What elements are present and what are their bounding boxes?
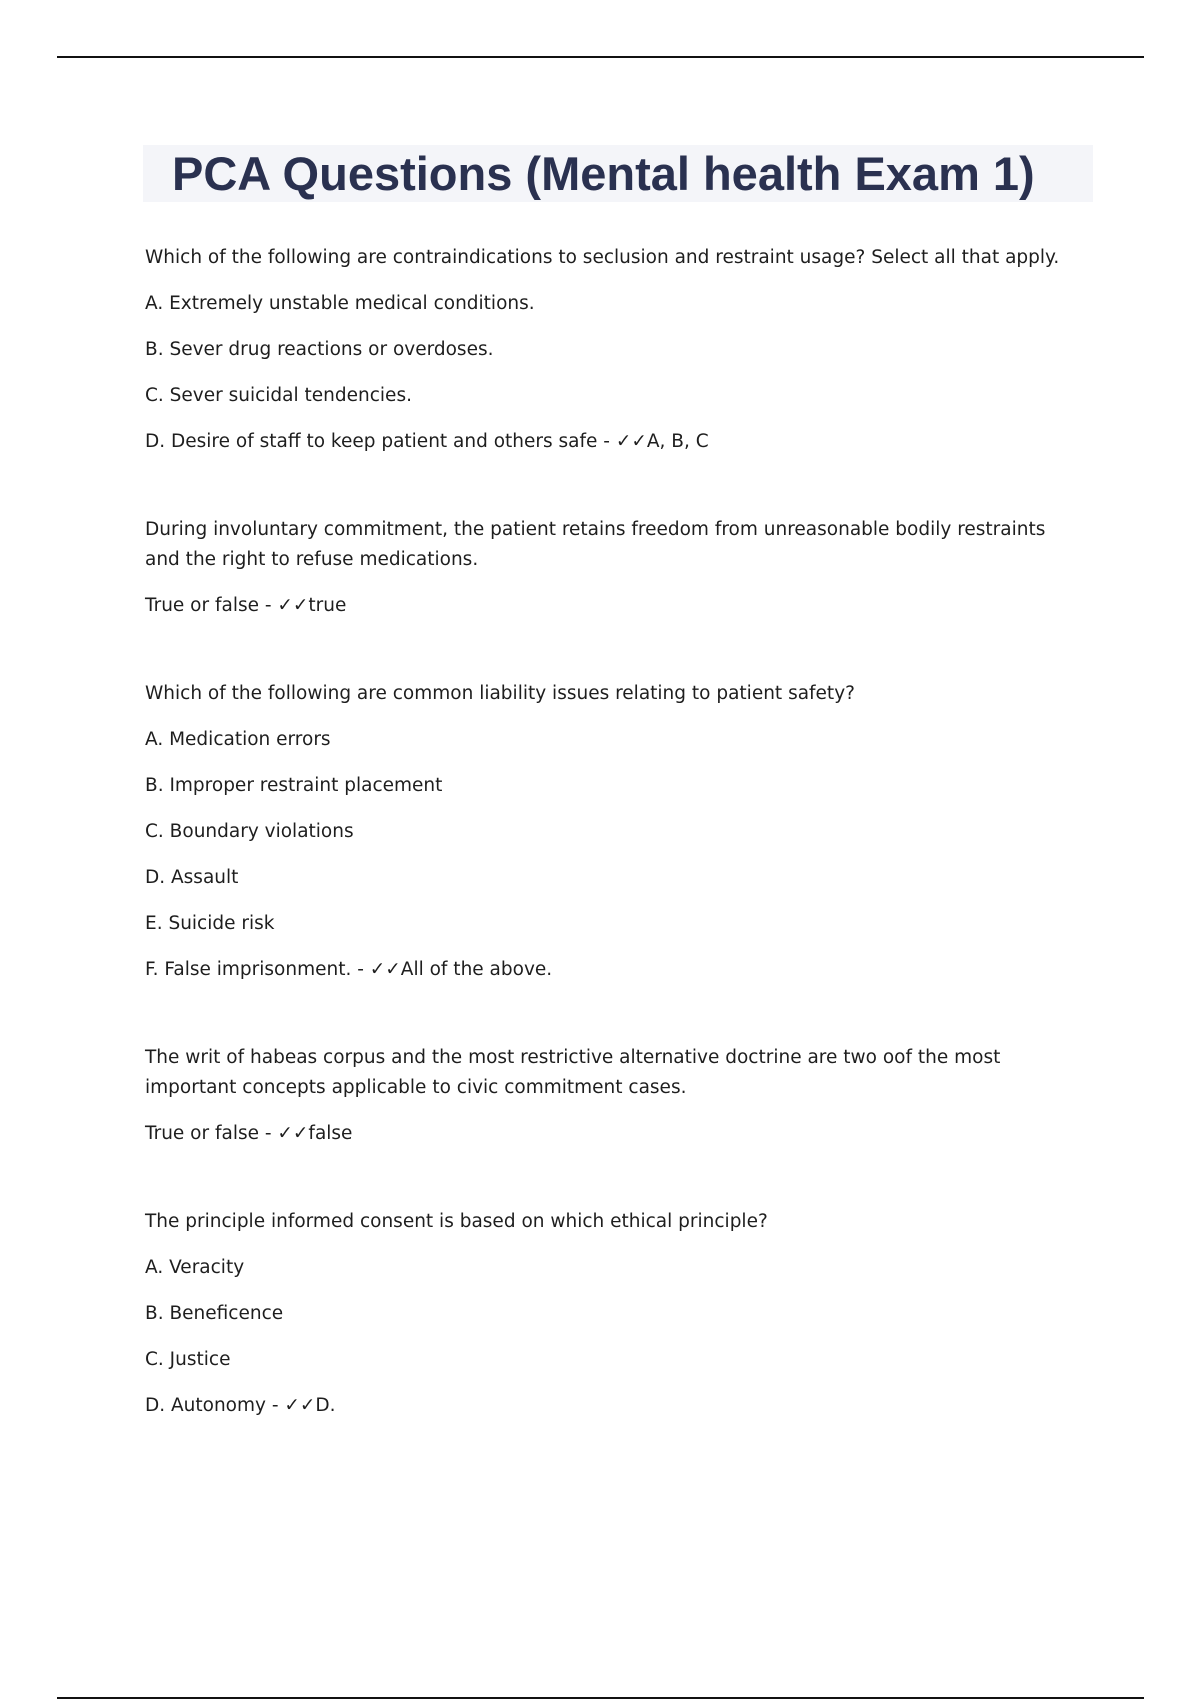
question-text: The writ of habeas corpus and the most restrictive alternative doctrine are two oof the most important concepts applicable to civic commitment cases. [145, 1047, 1001, 1098]
option-line: B. Sever drug reactions or overdoses. [145, 339, 494, 360]
question-3 [145, 679, 1085, 985]
option-line: C. Justice [145, 1349, 231, 1370]
option-line: A. Veracity [145, 1257, 245, 1278]
answer-line: True or false - ✓✓true [145, 595, 347, 616]
question-text: During involuntary commitment, the patient retains freedom from unreasonable bodily restraints and the right to refuse medications. [145, 519, 1046, 570]
question-text: Which of the following are common liability issues relating to patient safety? [145, 683, 855, 704]
question-text: The principle informed consent is based on which ethical principle? [145, 1211, 768, 1232]
bottom-rule [57, 1697, 1144, 1699]
answer-line: D. Autonomy - ✓✓D. [145, 1395, 336, 1416]
option-line: B. Beneficence [145, 1303, 284, 1324]
option-line: B. Improper restraint placement [145, 775, 443, 796]
question-list [145, 243, 1085, 1479]
option-line: A. Medication errors [145, 729, 331, 750]
question-4 [145, 1043, 1085, 1149]
question-5 [145, 1207, 1085, 1421]
question-text: Which of the following are contraindications to seclusion and restraint usage? Select all that apply. [145, 247, 1060, 268]
top-rule [57, 56, 1144, 58]
answer-line: D. Desire of staff to keep patient and others safe - ✓✓A, B, C [145, 431, 709, 452]
option-line: C. Boundary violations [145, 821, 354, 842]
option-line: E. Suicide risk [145, 913, 275, 934]
answer-line: True or false - ✓✓false [145, 1123, 353, 1144]
question-2 [145, 515, 1085, 621]
option-line: A. Extremely unstable medical conditions. [145, 293, 535, 314]
answer-line: F. False imprisonment. - ✓✓All of the above. [145, 959, 553, 980]
page-title: PCA Questions (Mental health Exam 1) [172, 147, 1035, 200]
option-line: D. Assault [145, 867, 239, 888]
question-1 [145, 243, 1085, 457]
option-line: C. Sever suicidal tendencies. [145, 385, 412, 406]
